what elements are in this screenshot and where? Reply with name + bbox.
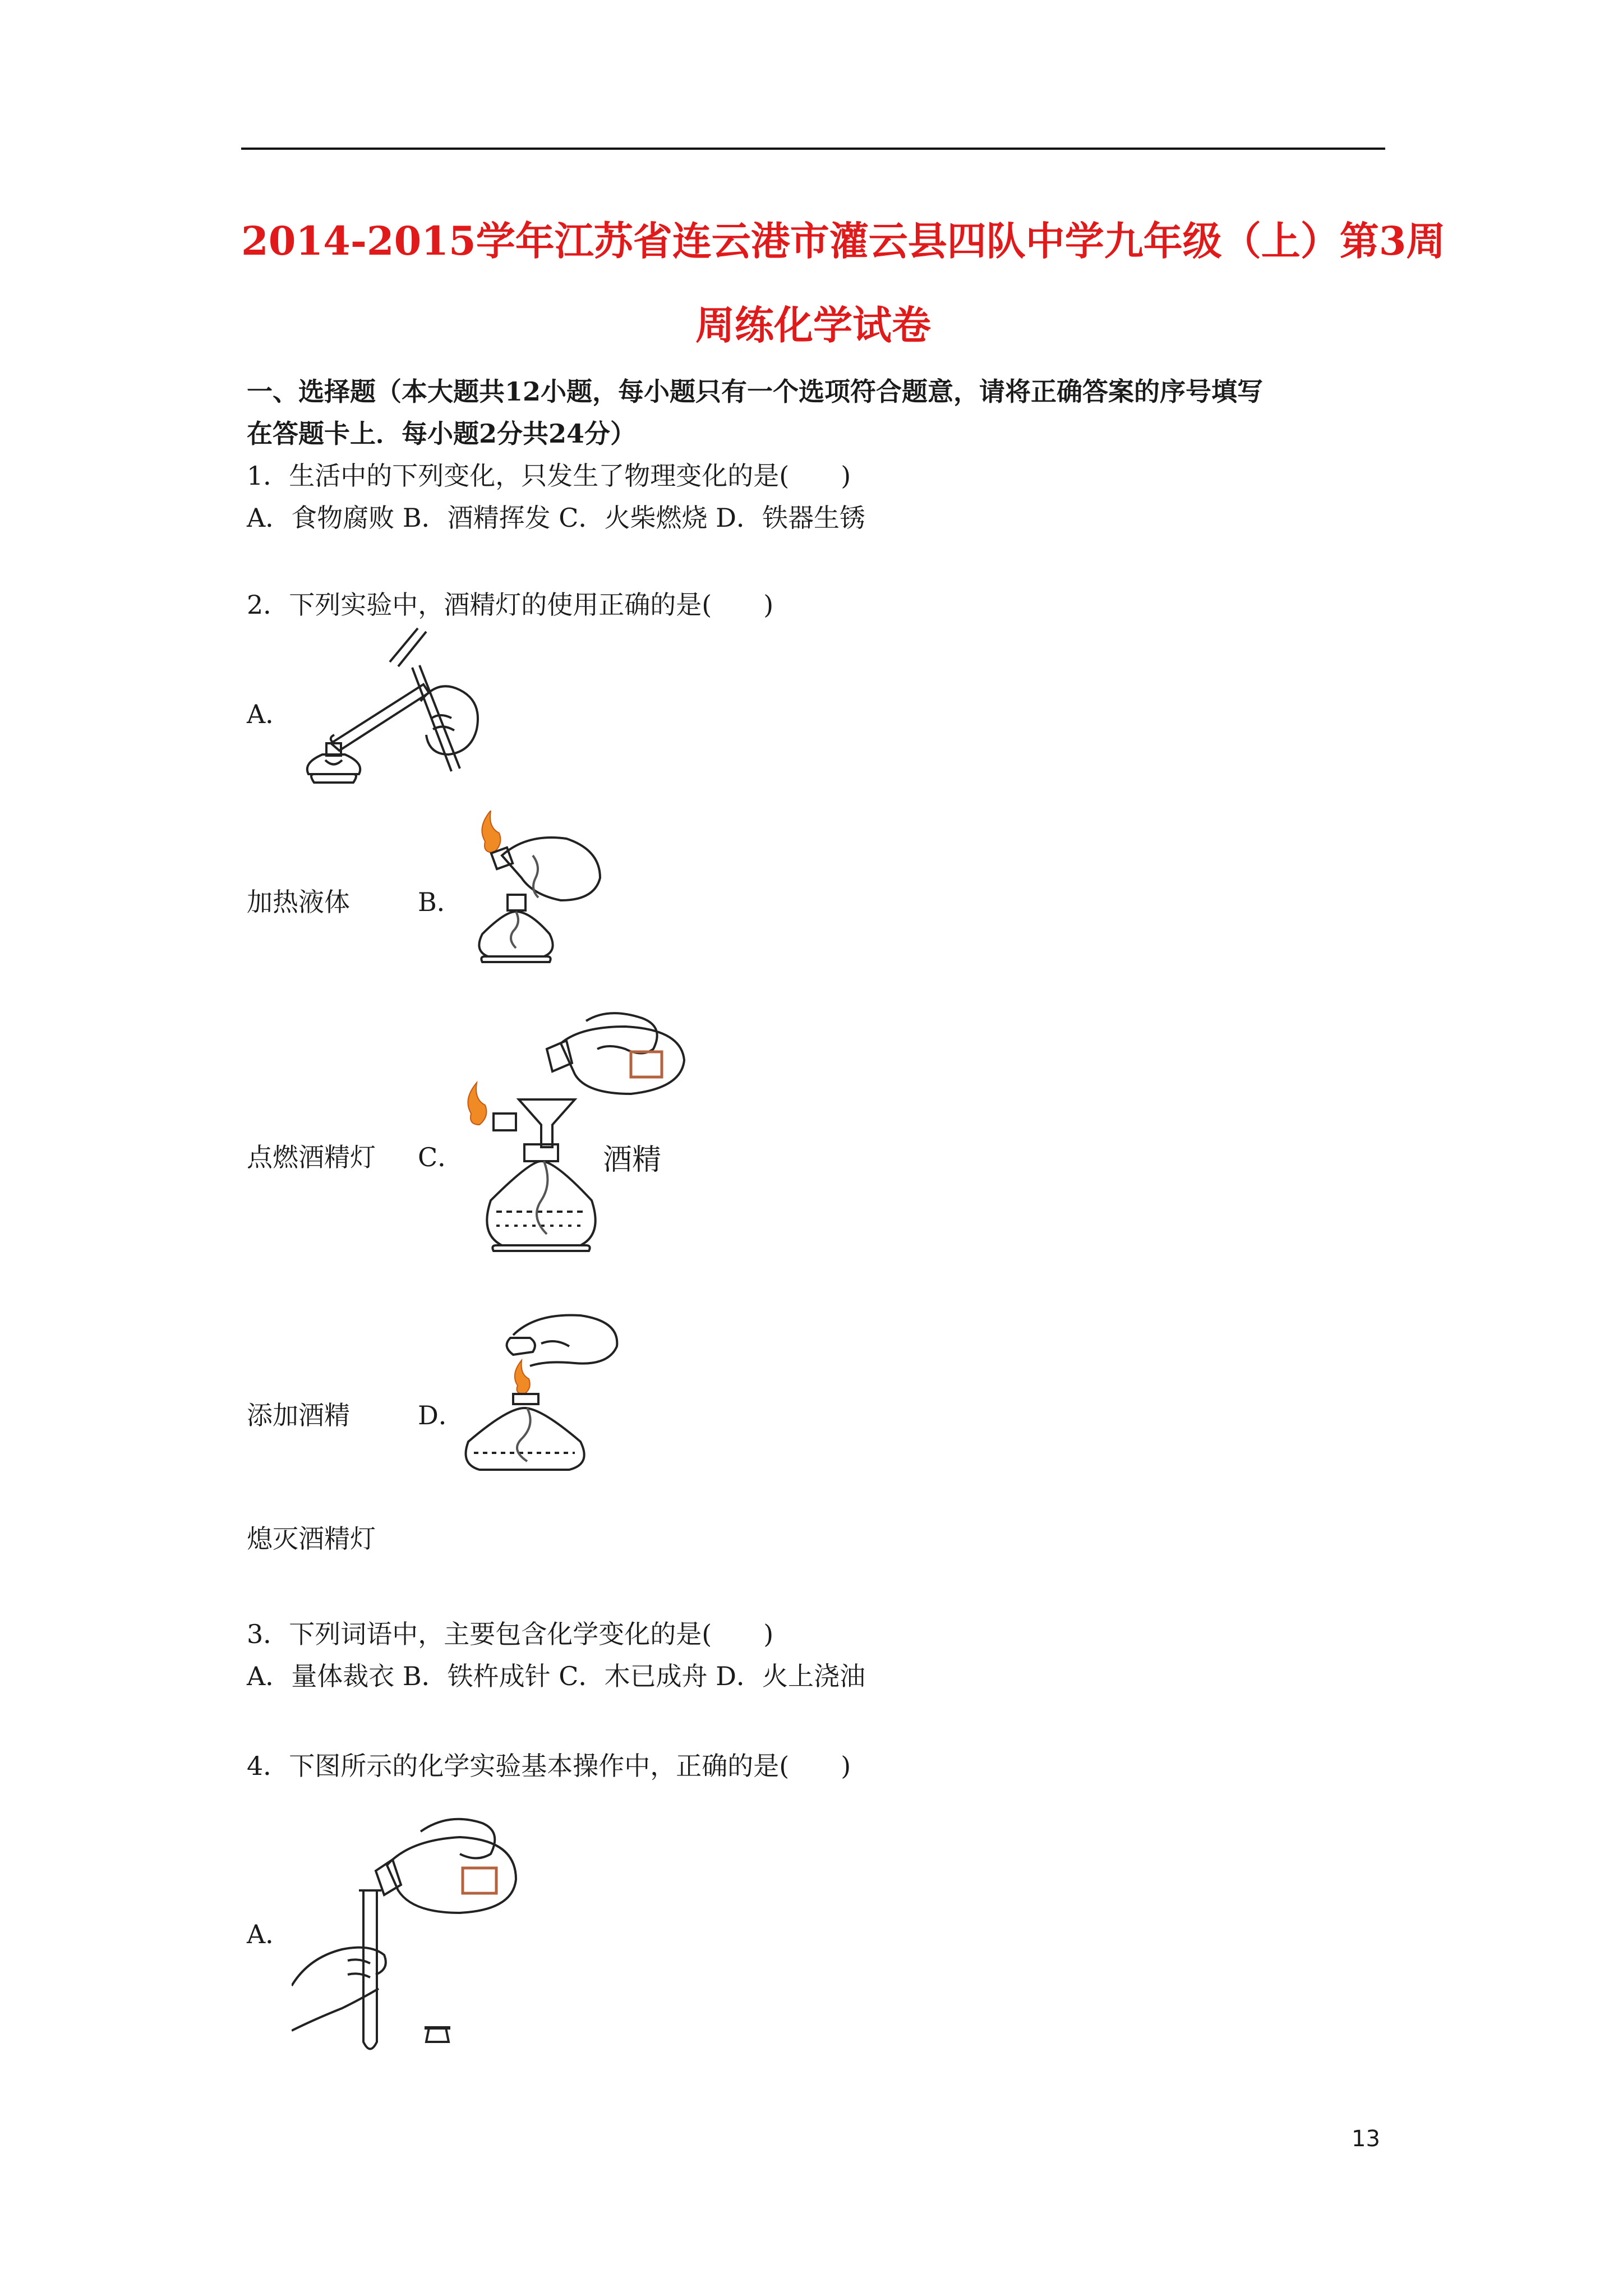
extinguishing-lamp-figure: [457, 1313, 642, 1481]
pouring-liquid-figure: [292, 1806, 527, 2064]
title-line-2: 周练化学试卷: [695, 302, 931, 348]
section-heading-line-1: 一、选择题（本大题共12小题，每小题只有一个选项符合题意，请将正确答案的序号填写: [247, 376, 1264, 407]
q4-stem: 4．下图所示的化学实验基本操作中，正确的是( ): [247, 1751, 851, 1781]
q2-option-b-letter: B．: [418, 887, 463, 917]
q2-stem: 2．下列实验中，酒精灯的使用正确的是( ): [247, 590, 774, 620]
header-rule: [241, 148, 1385, 150]
q2-option-a-letter: A．: [247, 699, 292, 729]
q2-caption-a: 加热液体: [247, 887, 350, 917]
q3-stem: 3．下列词语中，主要包含化学变化的是( ): [247, 1619, 774, 1649]
section-heading-line-2: 在答题卡上．每小题2分共24分）: [247, 418, 637, 449]
page-number: 13: [1352, 2126, 1380, 2152]
q3-options: A．量体裁衣 B．铁杵成针 C．木已成舟 D．火上浇油: [247, 1661, 865, 1691]
heating-liquid-figure: [292, 623, 505, 808]
q2-caption-c: 添加酒精: [247, 1400, 350, 1430]
q1-stem: 1．生活中的下列变化，只发生了物理变化的是( ): [247, 461, 851, 491]
q2-caption-d: 熄灭酒精灯: [247, 1524, 376, 1554]
title-line-1: 2014-2015学年江苏省连云港市灌云县四队中学九年级（上）第3周: [241, 218, 1446, 264]
q2-figure-label: 酒精: [603, 1143, 662, 1177]
q1-options: A．食物腐败 B．酒精挥发 C．火柴燃烧 D．铁器生锈: [247, 503, 865, 533]
q4-option-a-letter: A．: [247, 1919, 292, 1949]
q2-option-d-letter: D．: [418, 1400, 464, 1430]
q2-caption-b: 点燃酒精灯: [247, 1142, 376, 1172]
q2-option-c-letter: C．: [418, 1142, 464, 1172]
lighting-lamp-figure: [460, 811, 639, 990]
